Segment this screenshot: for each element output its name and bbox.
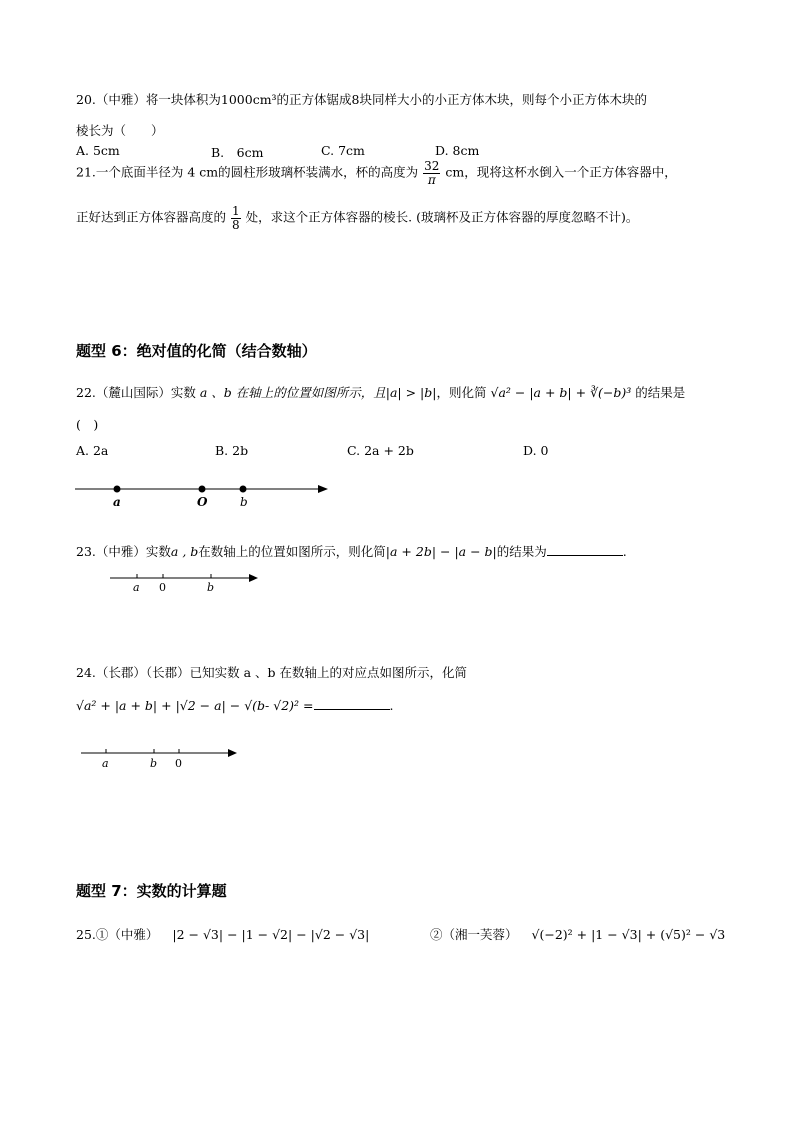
q22-condition: |a| > |b|: [385, 385, 437, 400]
q23-label-b: b: [207, 581, 215, 594]
q24-line1: 24.（长郡）（长郡）已知实数 a 、b 在数轴上的对应点如图所示，化简: [76, 665, 468, 680]
q22-line1: [76, 383, 685, 401]
q20-option-c: C. 7cm: [321, 143, 365, 158]
q24-line2: √a² + |a + b| + |√2 − a| − √(b- √2)² = .: [76, 698, 394, 713]
q21-line2-post: 处，求这个正方体容器的棱长. (玻璃杯及正方体容器的厚度忽略不计)。: [245, 209, 639, 225]
q25-part1-expression: |2 − √3| − |1 − √2| − |√2 − √3|: [172, 927, 370, 942]
q22-text-mid1: a 、b 在轴上的位置如图所示，且: [195, 385, 386, 400]
q22-answer-paren: ( ): [76, 417, 99, 432]
q24-expression: √a² + |a + b| + |√2 − a| − √(b- √2)² =: [76, 698, 314, 713]
q22-option-d: D. 0: [523, 443, 549, 458]
q25-part2-label: ②（湘一芙蓉）: [430, 927, 518, 942]
q24-label-b: b: [150, 757, 158, 770]
section-6-heading: 题型 6：绝对值的化简（结合数轴）: [76, 342, 317, 360]
q23-label-0: 0: [159, 581, 166, 594]
q21-text-post: cm，现将这杯水倒入一个正方体容器中，: [445, 164, 677, 180]
q24-answer-blank[interactable]: [314, 697, 390, 710]
q20-option-a: A. 5cm: [76, 143, 120, 158]
q21-ratio-denominator: 8: [232, 217, 240, 232]
q23-number-line: [105, 568, 265, 596]
q24-label-a: a: [102, 757, 109, 770]
q25-part1: [76, 925, 369, 943]
q22-number-line: [70, 478, 335, 512]
section-7-heading: 题型 7：实数的计算题: [76, 882, 227, 900]
q23-vars: a , b: [170, 544, 199, 559]
q22-label-b: b: [240, 495, 248, 509]
q22-expression: √a² − |a + b| + ∛(−b)³: [490, 385, 632, 400]
q25-part2-expression: √(−2)² + |1 − √3| + (√5)² − √3: [531, 927, 726, 942]
q25-part1-label: 25.①（中雅）: [76, 927, 159, 942]
q22-option-b: B. 2b: [215, 443, 249, 458]
q22-point-a: [114, 486, 121, 493]
q21-line1: [76, 160, 677, 186]
q23-text-pre: 23.（中雅）实数: [76, 544, 171, 559]
q20-option-d: D. 8cm: [435, 143, 480, 158]
q23-line1: 23.（中雅）实数a , b在数轴上的位置如图所示，则化简|a + 2b| − |a − b|的结果为 .: [76, 544, 627, 559]
q22-text-pre: 22.（麓山国际）实数: [76, 385, 196, 400]
q22-point-b: [240, 486, 247, 493]
q21-ratio-fraction: [231, 205, 241, 231]
q21-fraction-denominator: π: [427, 172, 436, 187]
q23-text-mid: 在数轴上的位置如图所示，则化简: [198, 544, 386, 559]
q23-expression: |a + 2b| − |a − b|: [385, 544, 497, 559]
q23-axis-arrow: [249, 574, 258, 582]
q21-line2-pre: 正好达到正方体容器高度的: [76, 209, 227, 225]
q22-point-o: [199, 486, 206, 493]
q23-text-post: 的结果为: [496, 544, 547, 559]
q21-fraction-numerator: 32: [424, 159, 440, 173]
q21-height-fraction: [423, 160, 440, 186]
q25-part2: [430, 925, 725, 943]
q23-label-a: a: [133, 581, 140, 594]
q20-line1: 20.（中雅）将一块体积为1000cm³的正方体锯成8块同样大小的小正方体木块，则每个小正方体木块的: [76, 92, 648, 107]
q22-option-c: C. 2a + 2b: [347, 443, 414, 458]
q24-label-0: 0: [175, 757, 182, 770]
q21-line2: [76, 205, 638, 231]
q22-option-a: A. 2a: [76, 443, 109, 458]
q22-label-a: a: [113, 495, 121, 509]
q20-line2: 棱长为（ ）: [76, 123, 164, 138]
q22-text-post: 的结果是: [635, 385, 686, 400]
q24-axis-arrow: [228, 749, 237, 757]
q24-number-line: [76, 743, 246, 771]
q23-answer-blank[interactable]: [547, 543, 623, 556]
q21-text-pre: 21.一个底面半径为 4 cm的圆柱形玻璃杯装满水，杯的高度为: [76, 164, 419, 180]
q22-axis-arrow: [318, 485, 328, 493]
q21-ratio-numerator: 1: [232, 204, 240, 218]
q22-text-mid2: ，则化简: [436, 385, 487, 400]
q20-option-b: B. 6cm: [211, 145, 264, 160]
q22-label-o: O: [197, 495, 208, 509]
